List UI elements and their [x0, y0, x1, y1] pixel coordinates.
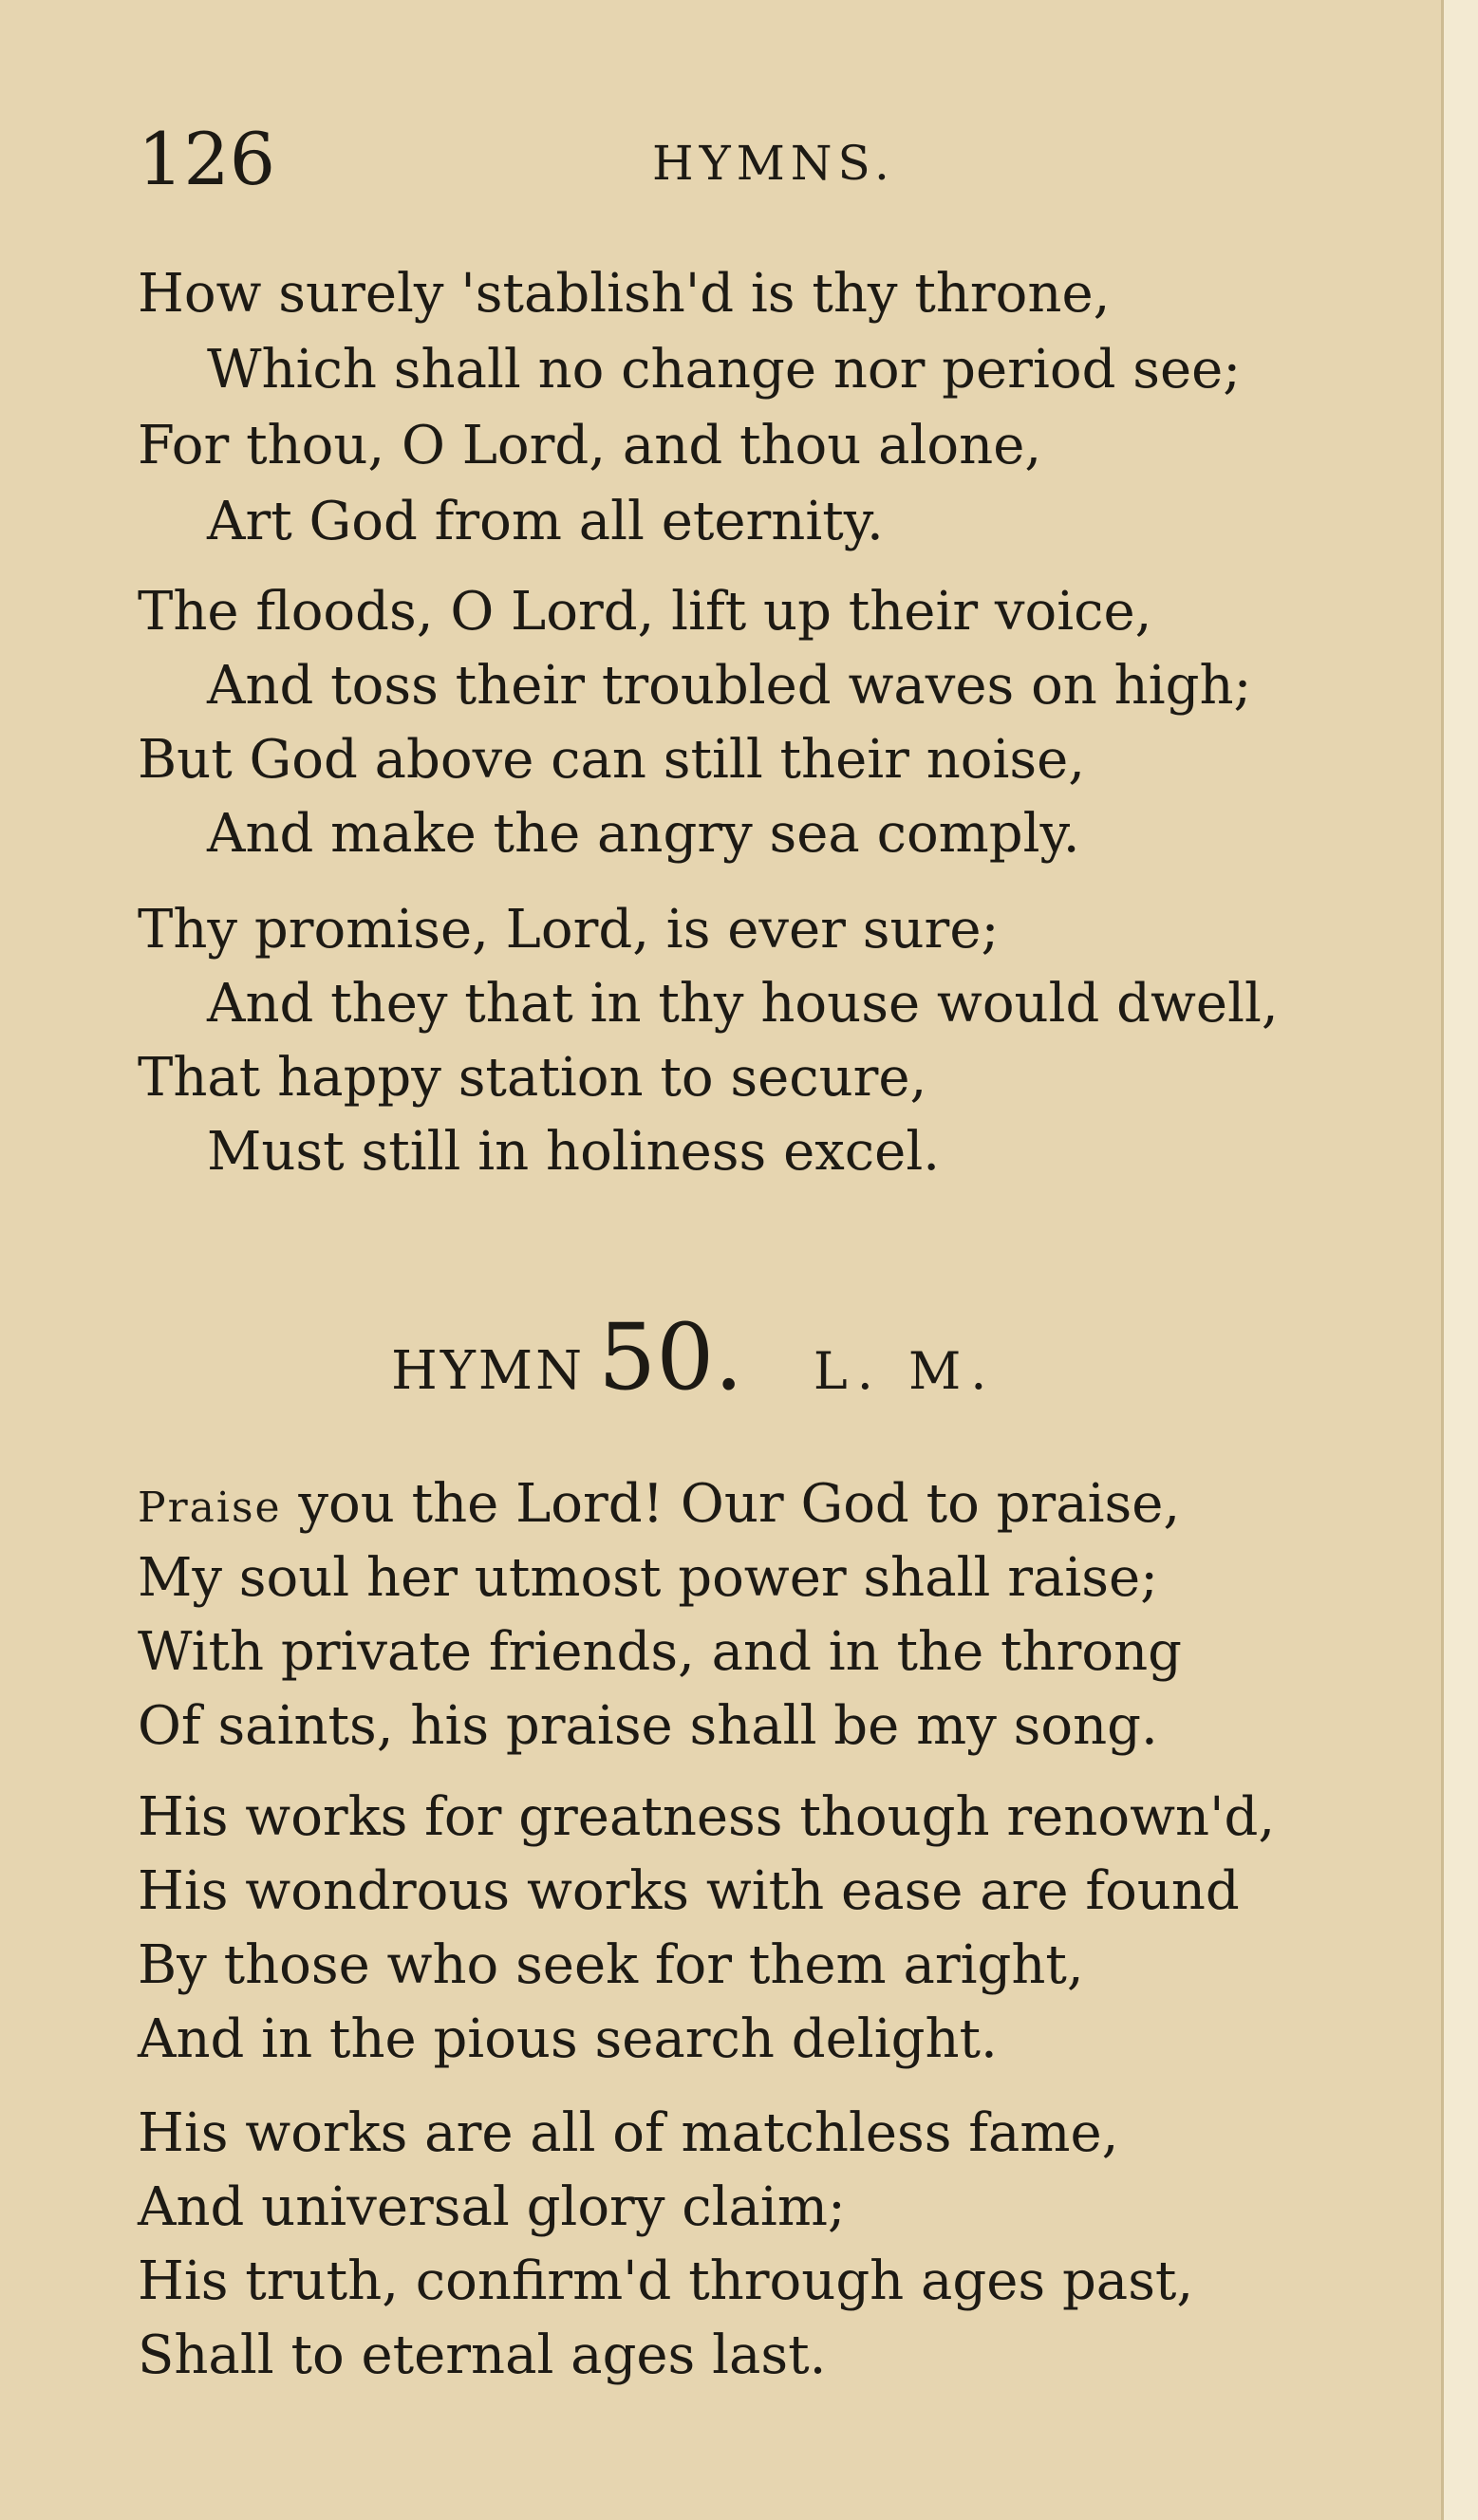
verse-line: His works are all of matchless fame, [138, 2102, 1119, 2164]
verse-line: His truth, confirm'd through ages past, [138, 2250, 1194, 2312]
running-head: HYMNS. [652, 136, 895, 191]
verse-line: Thy promise, Lord, is ever sure; [138, 899, 1000, 961]
hymn-meter: L. M. [813, 1341, 997, 1401]
first-word-small-caps: Praise [138, 1484, 282, 1532]
verse-line: Must still in holiness excel. [207, 1121, 941, 1183]
verse-line: My soul her utmost power shall raise; [138, 1547, 1159, 1609]
verse-line: For thou, O Lord, and thou alone, [138, 415, 1042, 476]
hymn-number: 50. [598, 1304, 743, 1410]
verse-line: With private friends, and in the throng [138, 1621, 1183, 1683]
verse-line: Of saints, his praise shall be my song. [138, 1695, 1158, 1757]
verse-line: His wondrous works with ease are found [138, 1860, 1240, 1922]
verse-line: And make the angry sea comply. [207, 803, 1080, 865]
page-header [138, 117, 1372, 201]
verse-line: By those who seek for them aright, [138, 1934, 1084, 1996]
page-number: 126 [138, 117, 276, 201]
verse-line: Art God from all eternity. [207, 491, 884, 552]
verse-line: Shall to eternal ages last. [138, 2324, 827, 2386]
verse-line: And toss their troubled waves on high; [207, 655, 1252, 717]
page-edge [1441, 0, 1478, 2520]
first-line-rest: you the Lord! Our God to praise, [281, 1473, 1181, 1535]
verse-line: And universal glory claim; [138, 2176, 846, 2238]
verse-line: That happy station to secure, [138, 1047, 927, 1109]
verse-line: How surely 'stablish'd is thy throne, [138, 263, 1111, 325]
verse-line: But God above can still their noise, [138, 729, 1086, 791]
verse-line: And they that in thy house would dwell, [207, 973, 1279, 1035]
verse-line: And in the pious search delight. [138, 2008, 998, 2070]
verse-line [138, 1466, 1180, 1542]
verse-line: His works for greatness though renown'd, [138, 1786, 1276, 1848]
verse-line: Which shall no change nor period see; [207, 339, 1242, 401]
hymn-label: HYMN [391, 1340, 586, 1402]
verse-line: The floods, O Lord, lift up their voice, [138, 581, 1152, 643]
hymn-heading [391, 1300, 996, 1414]
